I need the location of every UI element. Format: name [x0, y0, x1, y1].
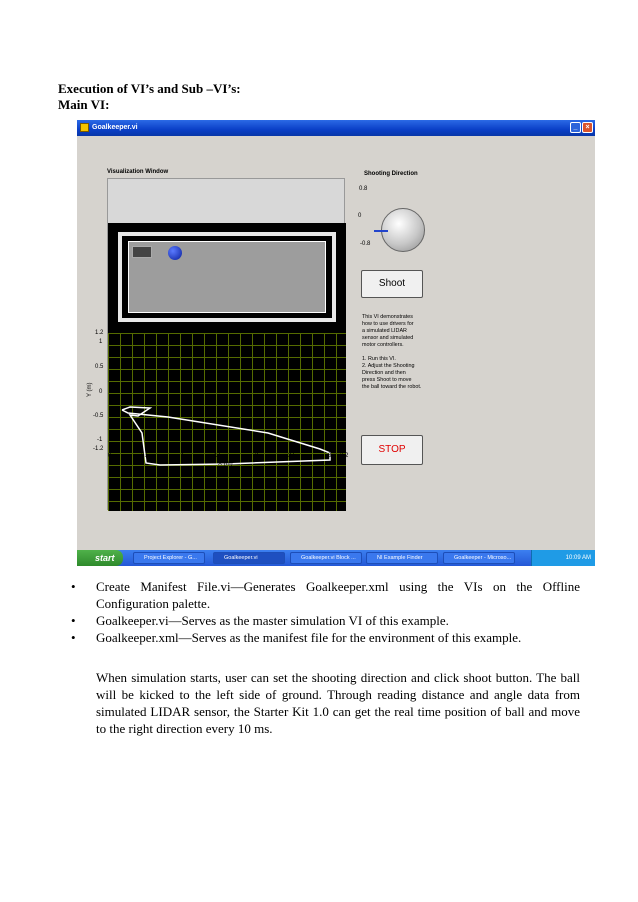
- trajectory-plot: [108, 333, 349, 511]
- x-tick: 2.5: [288, 453, 297, 459]
- list-item: • Goalkeeper.vi—Serves as the master simulation VI of this example.: [71, 613, 449, 628]
- y-tick: 1: [99, 339, 103, 345]
- ball-trajectory: [122, 407, 330, 465]
- body-paragraph: When simulation starts, user can set the shooting direction and click shoot button. The ball will be kicked to the left side of ground. Through reading distance and angle data from simulated LIDAR sensor, the Starter Kit 1.0 can get the real time position of ball and move to the right direction every 10 ms.: [96, 670, 580, 736]
- x-axis-label: X (m): [218, 461, 233, 467]
- stop-button[interactable]: STOP: [361, 435, 423, 465]
- desc-line: a simulated LIDAR: [362, 328, 407, 334]
- list-item: • Goalkeeper.xml—Serves as the manifest file for the environment of this example.: [71, 630, 522, 645]
- list-item-text: Create Manifest File.vi—Generates Goalkeeper.xml using the VIs on the Offline Configuration palette.: [96, 579, 580, 611]
- bullet-list: [62, 578, 580, 646]
- y-tick: 0.5: [95, 364, 104, 370]
- x-tick: 1: [181, 453, 185, 459]
- desc-line: how to use drivers for: [362, 321, 414, 327]
- shooting-direction-label: Shooting Direction: [364, 171, 418, 177]
- field-floor: [128, 241, 326, 313]
- x-tick: 0.5: [141, 453, 150, 459]
- labview-icon: [80, 123, 89, 132]
- start-button[interactable]: start: [77, 550, 123, 566]
- desc-line: [362, 349, 434, 356]
- y-tick: 0: [99, 389, 103, 395]
- desc-line: motor controllers.: [362, 342, 404, 348]
- y-tick: -1.2: [93, 446, 104, 452]
- taskbar-item[interactable]: Goalkeeper - Microso...: [443, 552, 515, 564]
- x-tick: 1.5: [214, 453, 223, 459]
- x-tick: 2: [255, 453, 259, 459]
- system-tray-clock: 10:09 AM: [531, 550, 595, 566]
- shoot-button[interactable]: Shoot: [361, 270, 423, 298]
- knob-tick: 0.8: [359, 186, 368, 192]
- description-text: [362, 314, 434, 391]
- list-item-text: Goalkeeper.vi—Serves as the master simulation VI of this example.: [96, 613, 449, 628]
- x-tick: 0: [108, 453, 112, 459]
- minimize-button[interactable]: _: [570, 122, 581, 133]
- visualization-label: Visualization Window: [107, 169, 169, 175]
- desc-line: This VI demonstrates: [362, 314, 413, 320]
- desc-line: 1. Run this VI.: [362, 356, 396, 362]
- taskbar: [77, 550, 595, 566]
- front-panel: [77, 136, 595, 550]
- list-item-text: Goalkeeper.xml—Serves as the manifest file for the environment of this example.: [96, 630, 522, 645]
- section-heading: Execution of VI’s and Sub –VI’s:: [58, 81, 241, 96]
- x-tick: 3.2: [340, 453, 349, 459]
- taskbar-item[interactable]: Goalkeeper.vi Block ...: [290, 552, 362, 564]
- desc-line: press Shoot to move: [362, 377, 412, 383]
- desc-line: sensor and simulated: [362, 335, 414, 341]
- close-button[interactable]: ×: [582, 122, 593, 133]
- desc-line: the ball toward the robot.: [362, 384, 422, 390]
- ball-icon: [168, 246, 182, 260]
- field-view: [108, 223, 346, 333]
- taskbar-item[interactable]: Project Explorer - G...: [133, 552, 205, 564]
- title-bar: [77, 120, 595, 136]
- taskbar-item[interactable]: NI Example Finder: [366, 552, 438, 564]
- desc-line: 2. Adjust the Shooting: [362, 363, 415, 369]
- screenshot-window: [77, 120, 595, 566]
- knob-tick: 0: [358, 213, 362, 219]
- y-tick: -0.5: [93, 413, 104, 419]
- desc-line: Direction and then: [362, 370, 406, 376]
- robot-icon: [132, 246, 152, 258]
- x-tick: 3: [328, 453, 332, 459]
- window-title: Goalkeeper.vi: [92, 124, 138, 131]
- knob-indicator: [374, 230, 388, 232]
- y-tick: 1.2: [95, 330, 104, 336]
- y-axis-label: Y (m): [87, 382, 93, 397]
- taskbar-item[interactable]: Goalkeeper.vi: [213, 552, 285, 564]
- knob-tick: -0.8: [360, 241, 371, 247]
- subsection-heading: Main VI:: [58, 97, 110, 112]
- xy-graph: [108, 333, 349, 511]
- list-item: • Create Manifest File.vi—Generates Goalkeeper.xml using the VIs on the Offline Configuration palette.: [71, 579, 580, 611]
- y-tick: -1: [97, 437, 103, 443]
